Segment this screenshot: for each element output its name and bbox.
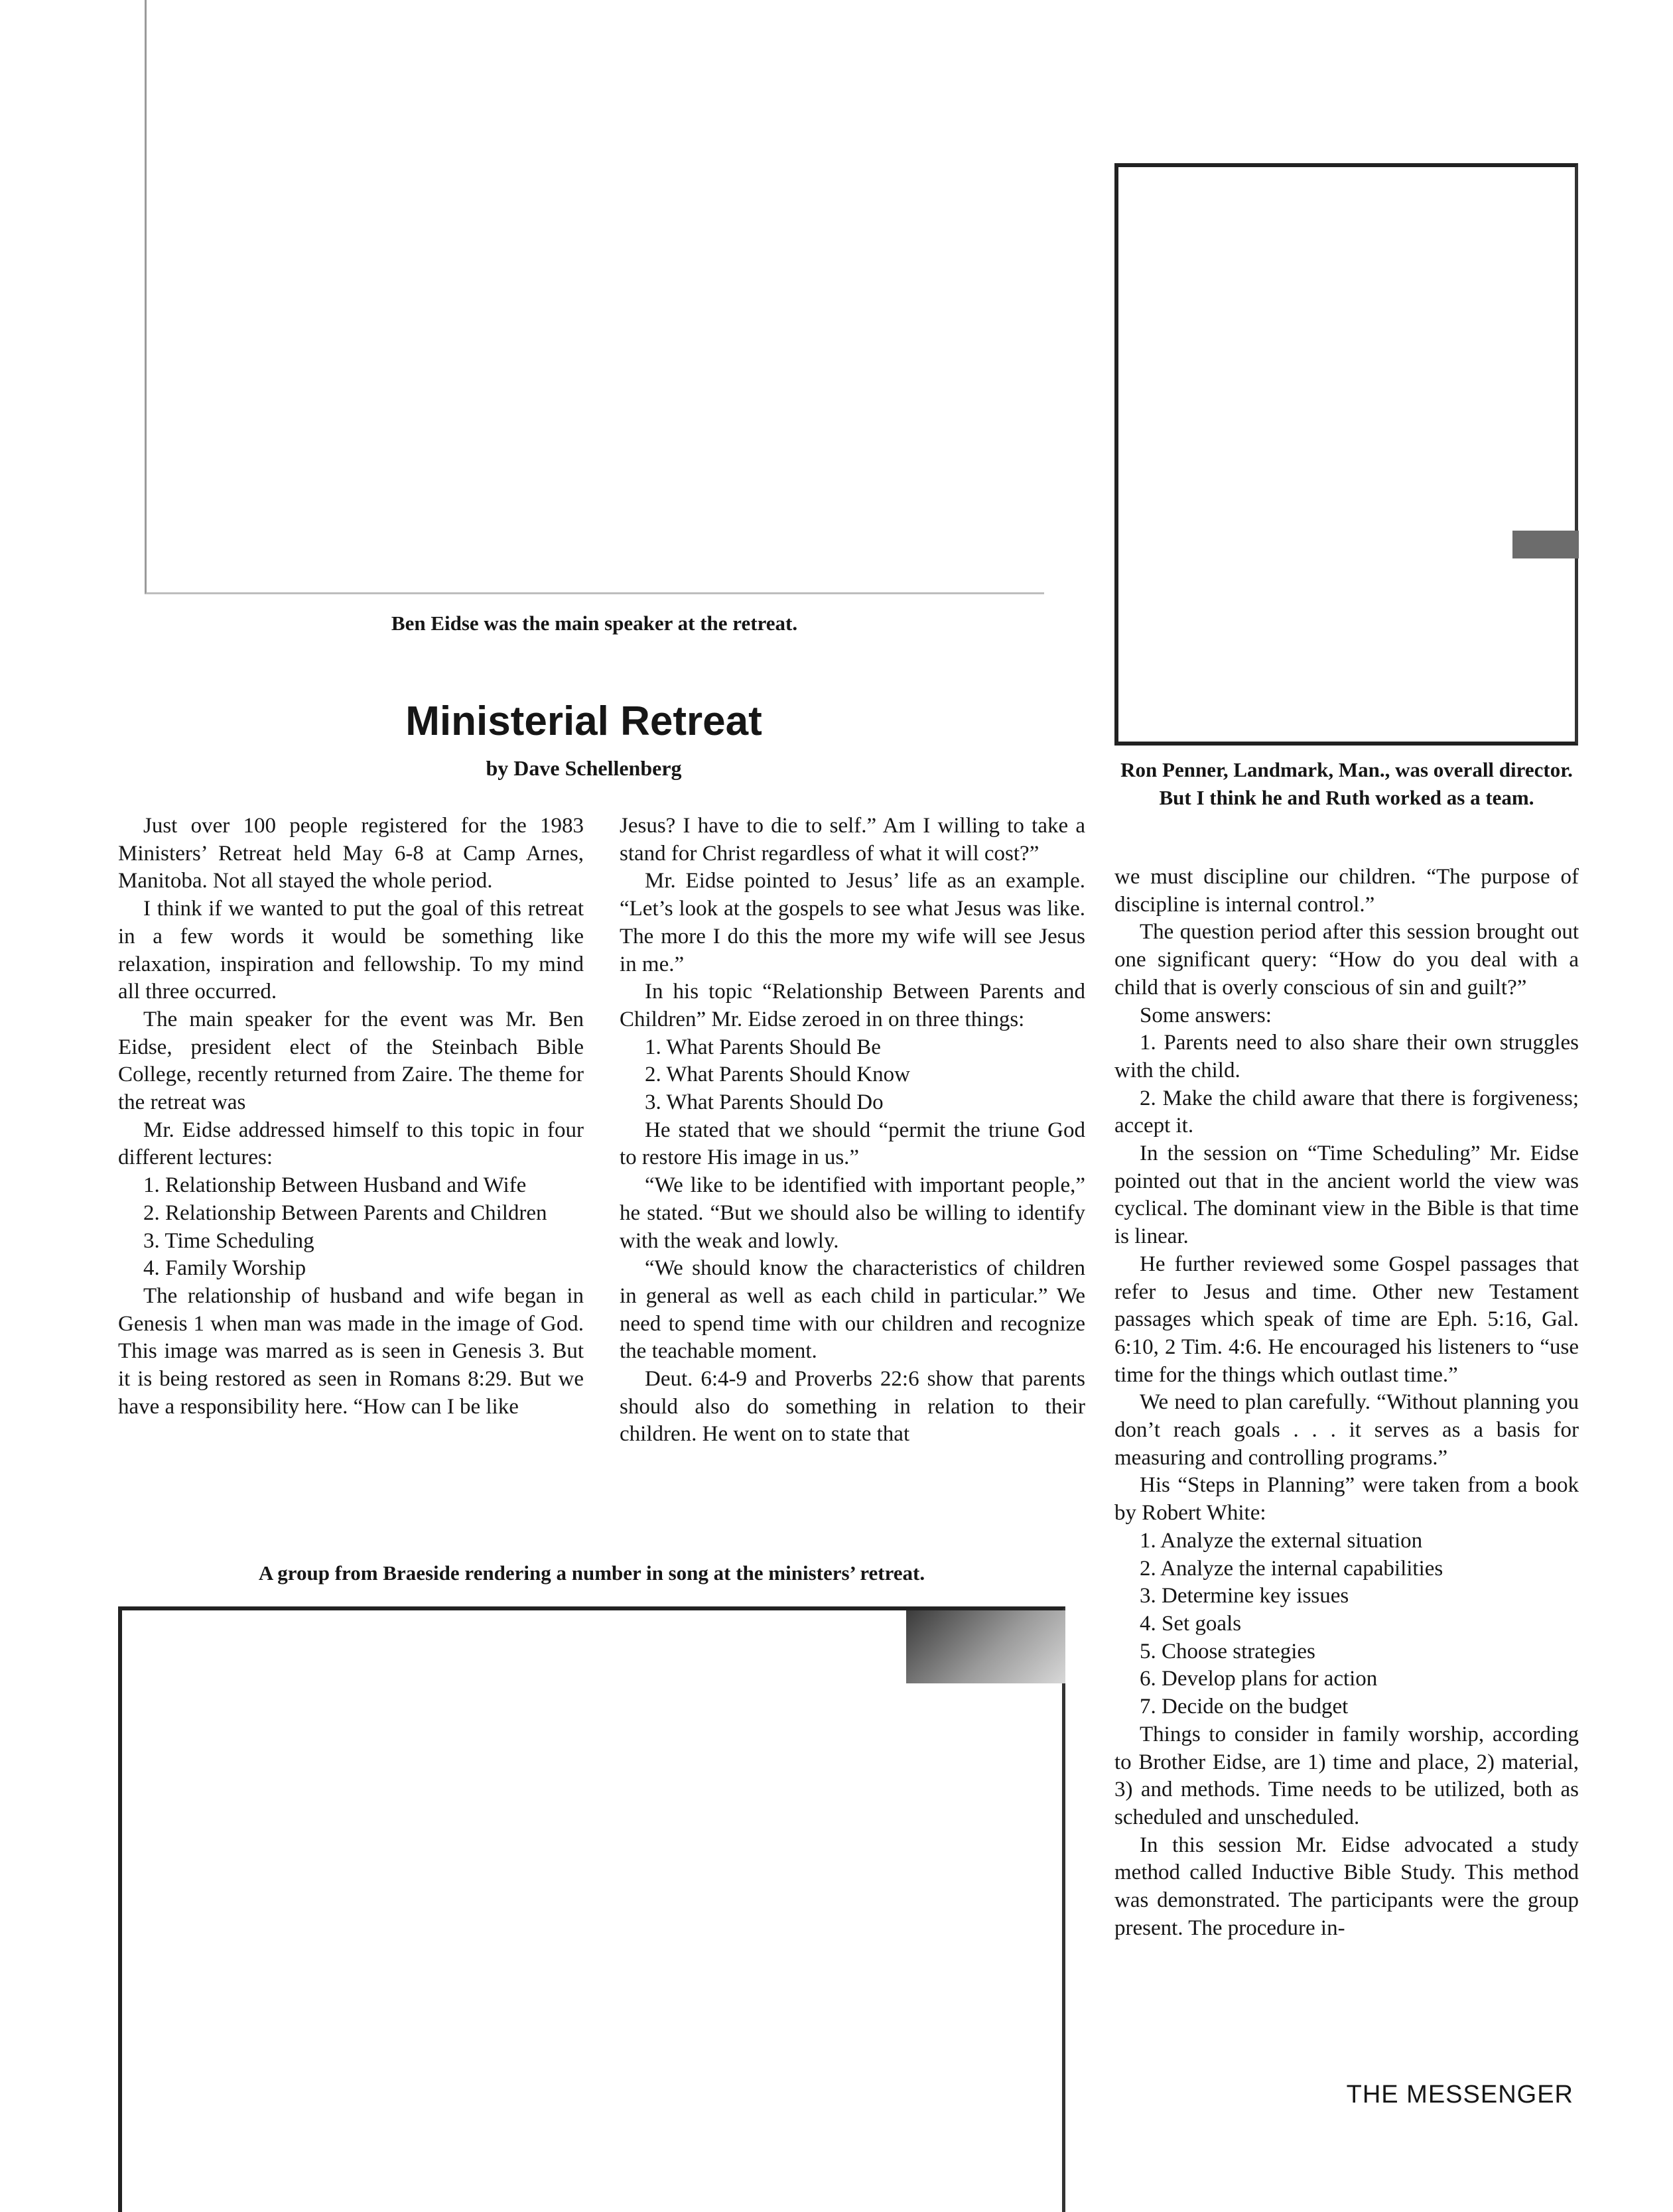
list-item: 4. Family Worship xyxy=(143,1256,306,1281)
publication-footer: THE MESSENGER xyxy=(1346,2081,1573,2109)
list-item: 3. What Parents Should Do xyxy=(645,1090,884,1115)
photo-dark-area xyxy=(1512,531,1579,558)
paragraph: Things to consider in family worship, according to Brother Eidse, are 1) time and place, 2) material, 3) and methods. Time needs to be utilized, both as scheduled and unscheduled. xyxy=(1114,1722,1579,1829)
paragraph: In this session Mr. Eidse advocated a study method called Inductive Bible Study. This method was demonstrated. The participants were the group present. The procedure in- xyxy=(1114,1833,1579,1940)
paragraph: Jesus? I have to die to self.” Am I willing to take a stand for Christ regardless of what it will cost?” xyxy=(620,814,1085,866)
list-item: 3. Determine key issues xyxy=(1140,1584,1349,1608)
list-item: 2. Analyze the internal capabilities xyxy=(1140,1556,1443,1581)
paragraph: “We like to be identified with important people,” he stated. “But we should also be willing to identify with the weak and lowly. xyxy=(620,1173,1085,1253)
speaker-photo xyxy=(145,0,1044,594)
list-item: 6. Develop plans for action xyxy=(1140,1667,1378,1691)
paragraph: “We should know the characteristics of children in general as well as each child in particular.” We need to spend time with our children and recognize the teachable moment. xyxy=(620,1256,1085,1364)
paragraph: Mr. Eidse addressed himself to this topic in four different lectures: xyxy=(118,1118,584,1170)
photo-dark-area xyxy=(906,1610,1065,1683)
list-item: 1. Analyze the external situation xyxy=(1140,1528,1423,1553)
paragraph: Just over 100 people registered for the 1983 Ministers’ Retreat held May 6-8 at Camp Arnes, Manitoba. Not all stayed the whole period. xyxy=(118,814,584,893)
paragraph: Some answers: xyxy=(1140,1003,1272,1027)
paragraph: His “Steps in Planning” were taken from a book by Robert White: xyxy=(1114,1473,1579,1526)
group-photo-caption: A group from Braeside rendering a number in song at the ministers’ retreat. xyxy=(258,1561,925,1585)
paragraph: In his topic “Relationship Between Parents and Children” Mr. Eidse zeroed in on three things: xyxy=(620,980,1085,1031)
article-column-1 xyxy=(118,813,584,1421)
group-photo xyxy=(118,1606,1065,2212)
director-photo-caption: Ron Penner, Landmark, Man., was overall director. But I think he and Ruth worked as a team. xyxy=(1120,758,1573,809)
article-column-2 xyxy=(620,813,1085,1449)
paragraph: The question period after this session brought out one significant query: “How do you deal with a child that is overly conscious of sin and guilt?” xyxy=(1114,920,1579,1000)
list-item: 1. Relationship Between Husband and Wife xyxy=(143,1173,527,1198)
speaker-photo-caption: Ben Eidse was the main speaker at the retreat. xyxy=(391,612,798,635)
paragraph: In the session on “Time Scheduling” Mr. Eidse pointed out that in the ancient world the view was cyclical. The dominant view in the Bible is that time is linear. xyxy=(1114,1141,1579,1249)
article-column-3 xyxy=(1114,864,1579,1942)
paragraph: The relationship of husband and wife began in Genesis 1 when man was made in the image of God. This image was marred as is seen in Genesis 3. But it is being restored as seen in Romans 8:29. But we have a responsibility here. “How can I be like xyxy=(118,1283,584,1419)
list-item: 1. Parents need to also share their own struggles with the child. xyxy=(1114,1031,1579,1082)
paragraph: He further reviewed some Gospel passages that refer to Jesus and time. Other new Testament passages which speak of time are Eph. 5:16, Gal. 6:10, 2 Tim. 4:6. He encouraged his listeners to “use time for the things which outlast time.” xyxy=(1114,1252,1579,1387)
list-item: 3. Time Scheduling xyxy=(143,1228,314,1253)
paragraph: I think if we wanted to put the goal of this retreat in a few words it would be something like relaxation, inspiration and fellowship. To my mind all three occurred. xyxy=(118,897,584,1004)
paragraph: The main speaker for the event was Mr. Ben Eidse, president elect of the Steinbach Bible College, recently returned from Zaire. The theme for the retreat was xyxy=(118,1007,584,1115)
paragraph: Mr. Eidse pointed to Jesus’ life as an example. “Let’s look at the gospels to see what Jesus was like. The more I do this the more my wife will see Jesus in me.” xyxy=(620,869,1085,976)
list-item: 2. Make the child aware that there is forgiveness; accept it. xyxy=(1114,1086,1579,1138)
paragraph: He stated that we should “permit the triune God to restore His image in us.” xyxy=(620,1118,1085,1170)
list-item: 4. Set goals xyxy=(1140,1611,1242,1636)
article-title: Ministerial Retreat xyxy=(405,698,762,744)
list-item: 2. Relationship Between Parents and Children xyxy=(143,1201,547,1225)
list-item: 7. Decide on the budget xyxy=(1140,1695,1349,1719)
paragraph: we must discipline our children. “The purpose of discipline is internal control.” xyxy=(1114,865,1579,917)
paragraph: Deut. 6:4-9 and Proverbs 22:6 show that parents should also do something in relation to their children. He went on to state that xyxy=(620,1367,1085,1447)
list-item: 1. What Parents Should Be xyxy=(645,1035,881,1059)
paragraph: We need to plan carefully. “Without planning you don’t reach goals . . . it serves as a basis for measuring and controlling programs.” xyxy=(1114,1390,1579,1470)
article-byline: by Dave Schellenberg xyxy=(486,756,682,780)
list-item: 2. What Parents Should Know xyxy=(645,1063,910,1087)
list-item: 5. Choose strategies xyxy=(1140,1639,1315,1663)
director-photo xyxy=(1114,163,1578,746)
